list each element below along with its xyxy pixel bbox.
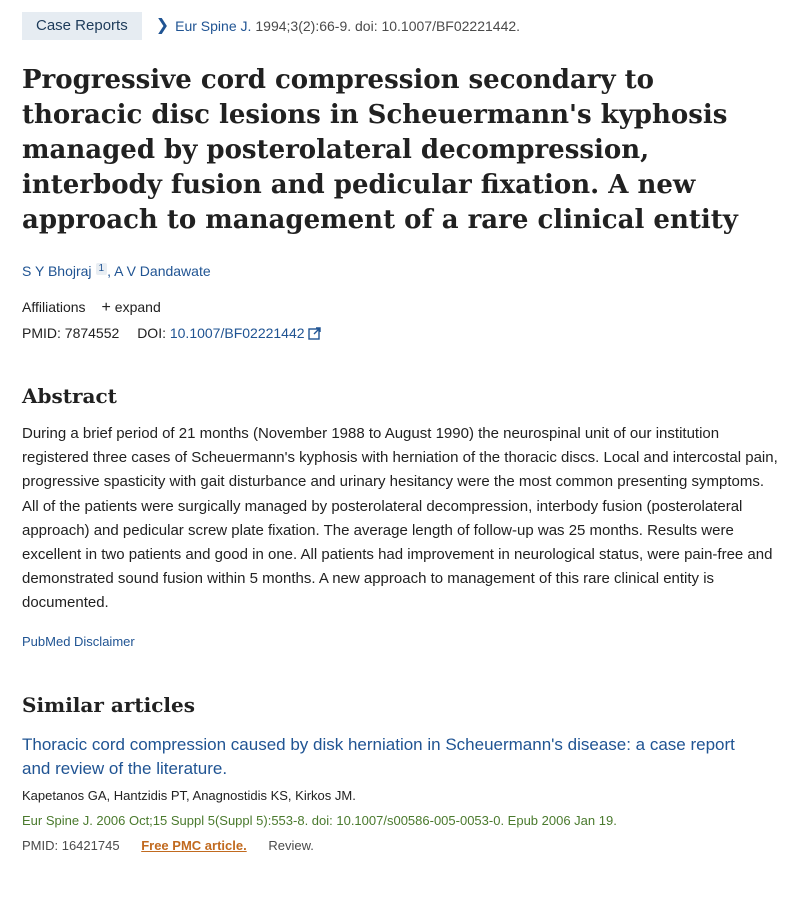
journal-link[interactable]: Eur Spine J.	[175, 18, 252, 34]
review-tag: Review.	[268, 837, 314, 853]
expand-label: expand	[114, 299, 161, 315]
author-link[interactable]: A V Dandawate	[114, 263, 211, 279]
pubmed-disclaimer-link[interactable]: PubMed Disclaimer	[22, 633, 135, 649]
chevron-right-icon: ❯	[155, 17, 170, 34]
citation-text: 1994;3(2):66-9. doi: 10.1007/BF02221442.	[255, 18, 521, 34]
author-separator: ,	[107, 263, 111, 279]
pmid-value: 7874552	[64, 325, 120, 341]
publication-type-badge[interactable]: Case Reports	[22, 12, 142, 40]
affiliation-marker[interactable]: 1	[96, 263, 108, 275]
affiliations-row	[22, 297, 778, 318]
similar-article-citation: Eur Spine J. 2006 Oct;15 Suppl 5(Suppl 5):553-8. doi: 10.1007/s00586-005-0053-0. Epub 2006 Jan 19.	[22, 812, 617, 828]
similar-article-title-link[interactable]: Thoracic cord compression caused by disk herniation in Scheuermann's disease: a case report and review of the literature.	[22, 734, 735, 778]
doi-value: 10.1007/BF02221442	[169, 325, 305, 341]
expand-affiliations-button[interactable]	[101, 299, 160, 315]
doi-label: DOI:	[137, 325, 166, 341]
abstract-text: During a brief period of 21 months (November 1988 to August 1990) the neurospinal unit of our institution registered three cases of Scheuermann's kyphosis with herniation of the thoracic discs. Local and intercostal pain, progressive spasticity with gait disturbance and urinary hesitancy were the most common presenting symptoms. All of the patients were surgically managed by posterolateral decompression, interbody fusion (posterolateral approach) and pedicular screw plate fixation. The average length of follow-up was 25 months. Results were excellent in two patients and good in one. All patients had improvement in neurological status, were pain-free and demonstrated sound fusion within 5 months. A new approach to management of this rare clinical entity is documented.	[22, 425, 778, 612]
publication-meta	[22, 12, 778, 40]
authors-list	[22, 261, 778, 281]
similar-article-identifiers	[22, 837, 778, 855]
external-link-icon	[308, 325, 321, 345]
free-pmc-article-link[interactable]: Free PMC article.	[141, 837, 247, 853]
affiliations-label: Affiliations	[22, 299, 86, 315]
similar-article-pmid: PMID: 16421745	[22, 837, 120, 853]
similar-article-authors: Kapetanos GA, Hantzidis PT, Anagnostidis KS, Kirkos JM.	[22, 787, 356, 803]
pmid-label: PMID:	[22, 325, 61, 341]
article-title: Progressive cord compression secondary to thoracic disc lesions in Scheuermann's kyphosis managed by posterolateral decompression, interbody fusion and pedicular fixation. A new approach to management of a rare clinical entity	[22, 65, 738, 235]
doi-link[interactable]	[170, 325, 321, 341]
abstract-heading: Abstract	[22, 384, 117, 408]
similar-articles-heading: Similar articles	[22, 692, 195, 717]
author-link[interactable]: S Y Bhojraj	[22, 263, 92, 279]
plus-icon: +	[101, 299, 111, 316]
identifiers-row	[22, 323, 778, 345]
similar-article-item	[22, 733, 778, 855]
